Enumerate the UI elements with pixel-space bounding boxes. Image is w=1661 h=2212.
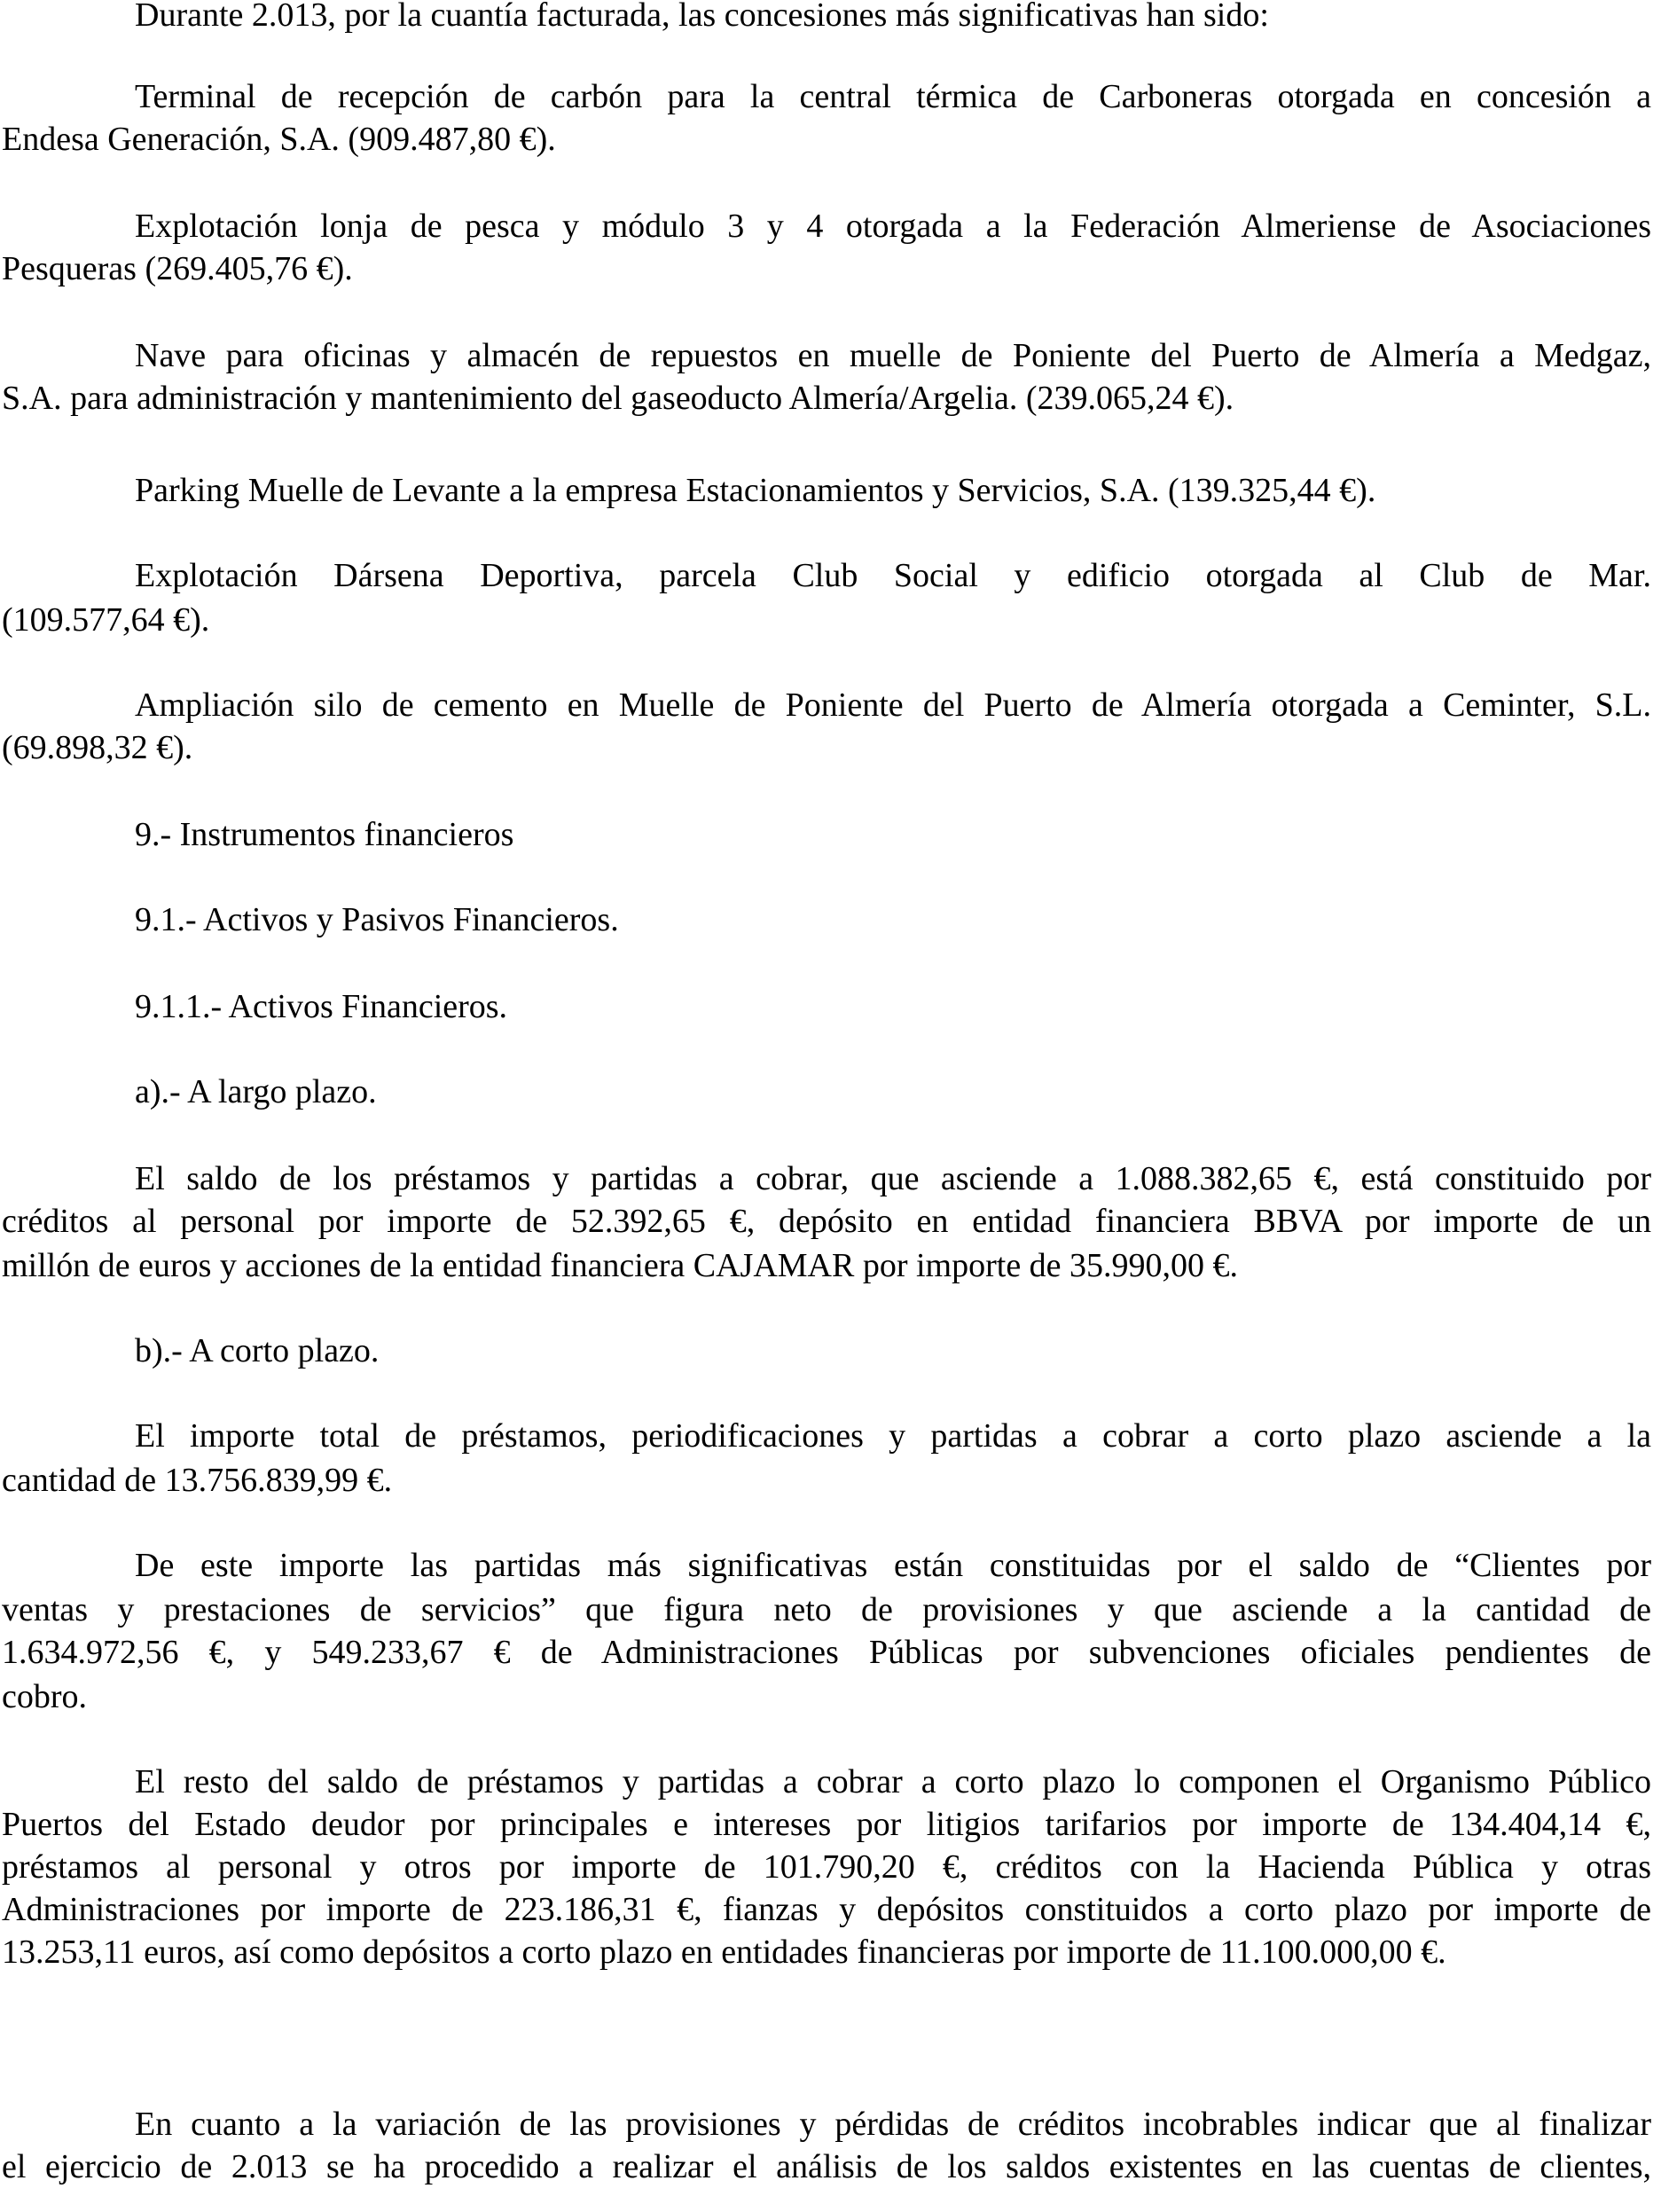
corto-resto-line-4: Administraciones por importe de 223.186,31 €, fianzas y depósitos constituidos a corto plazo por importe de (2, 1891, 1651, 1928)
corto-partidas-line-1: De este importe las partidas más significativas están constituidas por el saldo de “Clientes por (135, 1547, 1651, 1584)
concession-2-line-1: Explotación lonja de pesca y módulo 3 y 4 otorgada a la Federación Almeriense de Asociaciones (135, 208, 1651, 245)
concession-3-line-1: Nave para oficinas y almacén de repuestos en muelle de Poniente del Puerto de Almería a Medgaz, (135, 337, 1651, 374)
largo-plazo-line-3: millón de euros y acciones de la entidad financiera CAJAMAR por importe de 35.990,00 €. (2, 1247, 1239, 1284)
concession-6-line-2: (69.898,32 €). (2, 729, 193, 766)
corto-partidas-line-2: ventas y prestaciones de servicios” que figura neto de provisiones y que asciende a la cantidad de (2, 1591, 1651, 1628)
heading-9-1: 9.1.- Activos y Pasivos Financieros. (135, 901, 619, 938)
corto-resto-line-5: 13.253,11 euros, así como depósitos a corto plazo en entidades financieras por importe de 11.100.000,00 €. (2, 1934, 1446, 1971)
corto-total-line-1: El importe total de préstamos, periodificaciones y partidas a cobrar a corto plazo asciende a la (135, 1417, 1651, 1455)
intro-paragraph: Durante 2.013, por la cuantía facturada, las concesiones más significativas han sido: (135, 0, 1269, 34)
largo-plazo-line-1: El saldo de los préstamos y partidas a cobrar, que asciende a 1.088.382,65 €, está constituido por (135, 1160, 1651, 1197)
heading-9-1-1: 9.1.1.- Activos Financieros. (135, 988, 508, 1025)
concession-5-line-1: Explotación Dársena Deportiva, parcela Club Social y edificio otorgada al Club de Mar. (135, 557, 1651, 594)
provisiones-line-2: el ejercicio de 2.013 se ha procedido a realizar el análisis de los saldos existentes en las cuentas de clientes, (2, 2148, 1651, 2185)
heading-9: 9.- Instrumentos financieros (135, 816, 514, 853)
corto-total-line-2: cantidad de 13.756.839,99 €. (2, 1462, 393, 1499)
corto-resto-line-3: préstamos al personal y otros por importe de 101.790,20 €, créditos con la Hacienda Pública y otras (2, 1848, 1651, 1886)
concession-5-line-2: (109.577,64 €). (2, 601, 210, 639)
corto-resto-line-1: El resto del saldo de préstamos y partidas a cobrar a corto plazo lo componen el Organismo Público (135, 1763, 1651, 1800)
largo-plazo-line-2: créditos al personal por importe de 52.392,65 €, depósito en entidad financiera BBVA por importe de un (2, 1203, 1651, 1240)
concession-3-line-2: S.A. para administración y mantenimiento del gaseoducto Almería/Argelia. (239.065,24 €). (2, 380, 1234, 417)
concession-1-line-1: Terminal de recepción de carbón para la central térmica de Carboneras otorgada en concesión a (135, 78, 1651, 115)
heading-b-corto-plazo: b).- A corto plazo. (135, 1332, 380, 1369)
concession-1-line-2: Endesa Generación, S.A. (909.487,80 €). (2, 121, 556, 158)
concession-6-line-1: Ampliación silo de cemento en Muelle de Poniente del Puerto de Almería otorgada a Ceminter, S.L. (135, 686, 1651, 724)
concession-4-line-1: Parking Muelle de Levante a la empresa Estacionamientos y Servicios, S.A. (139.325,44 €). (135, 472, 1376, 509)
provisiones-line-1: En cuanto a la variación de las provisiones y pérdidas de créditos incobrables indicar que al finalizar (135, 2106, 1651, 2143)
heading-a-largo-plazo: a).- A largo plazo. (135, 1073, 377, 1110)
concession-2-line-2: Pesqueras (269.405,76 €). (2, 250, 353, 287)
corto-partidas-line-4: cobro. (2, 1678, 88, 1715)
corto-resto-line-2: Puertos del Estado deudor por principales e intereses por litigios tarifarios por importe de 134.404,14 €, (2, 1806, 1651, 1843)
corto-partidas-line-3: 1.634.972,56 €, y 549.233,67 € de Administraciones Públicas por subvenciones oficiales pendientes de (2, 1634, 1651, 1671)
